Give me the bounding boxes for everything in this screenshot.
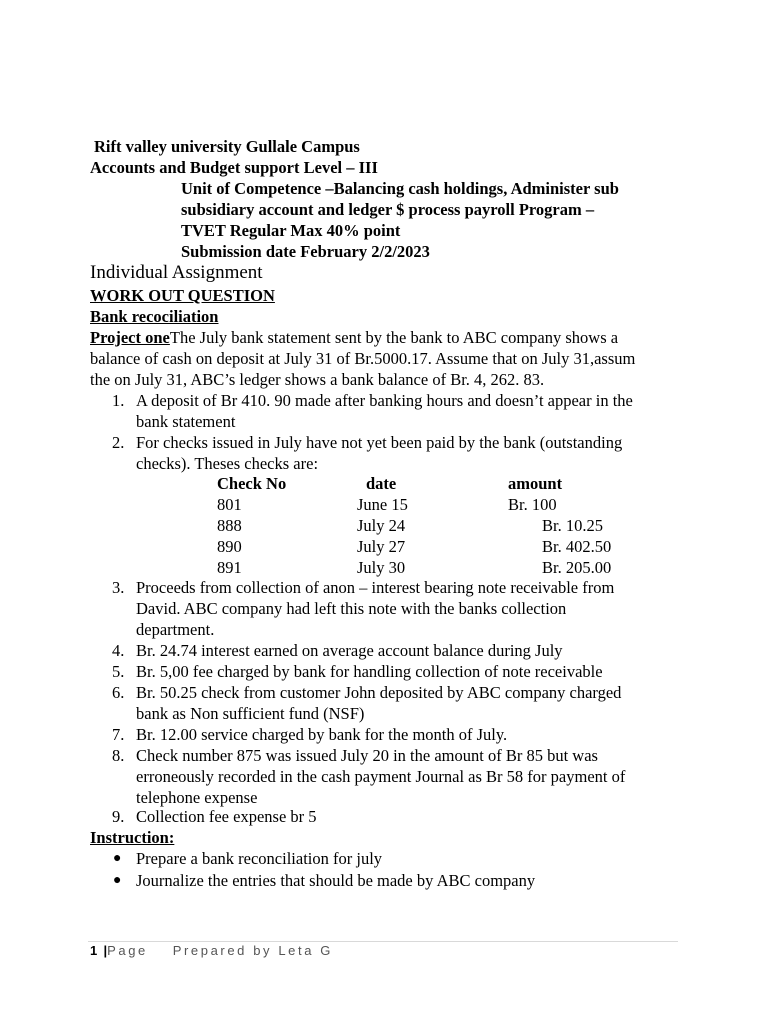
footer-rule xyxy=(88,941,678,942)
check-amount-cell: Br. 402.50 xyxy=(542,537,612,556)
project-line1 xyxy=(90,327,618,348)
instruction-item: Journalize the entries that should be made by ABC company xyxy=(136,871,536,890)
list-item-text: Proceeds from collection of anon – interest bearing note receivable from xyxy=(136,578,615,597)
project-label: Project one xyxy=(90,328,170,347)
unit-of-competence-line2: subsidiary account and ledger $ process payroll Program – xyxy=(181,200,595,219)
check-no-cell: 891 xyxy=(217,558,242,577)
list-number: 7. xyxy=(112,725,125,744)
check-amount-cell: Br. 205.00 xyxy=(542,558,612,577)
list-number: 8. xyxy=(112,746,125,765)
submission-date: Submission date February 2/2/2023 xyxy=(181,242,430,261)
checks-header-date: date xyxy=(366,474,397,493)
list-number: 9. xyxy=(112,807,125,826)
unit-of-competence-line1: Unit of Competence –Balancing cash holdings, Administer sub xyxy=(181,179,619,198)
project-text-line1: The July bank statement sent by the bank to ABC company shows a xyxy=(169,328,619,347)
page-word: Page xyxy=(107,943,148,958)
check-no-cell: 890 xyxy=(217,537,242,556)
checks-header-amount: amount xyxy=(508,474,563,493)
list-item-text: Br. 12.00 service charged by bank for the month of July. xyxy=(136,725,508,744)
list-number: 2. xyxy=(112,433,125,452)
instruction-heading: Instruction: xyxy=(90,828,175,847)
list-item-text: A deposit of Br 410. 90 made after banking hours and doesn’t appear in the xyxy=(136,391,633,410)
course-title: Accounts and Budget support Level – III xyxy=(90,158,378,177)
list-item-text: Check number 875 was issued July 20 in the amount of Br 85 but was xyxy=(136,746,598,765)
list-item-text: Br. 5,00 fee charged by bank for handling collection of note receivable xyxy=(136,662,603,681)
check-date-cell: June 15 xyxy=(357,495,408,514)
list-item-text: Br. 50.25 check from customer John deposited by ABC company charged xyxy=(136,683,622,702)
checks-header-check-no: Check No xyxy=(217,474,287,493)
instruction-item: Prepare a bank reconciliation for july xyxy=(136,849,383,868)
list-number: 3. xyxy=(112,578,125,597)
bank-rec-heading: Bank recociliation xyxy=(90,307,219,326)
check-no-cell: 888 xyxy=(217,516,242,535)
list-item-text: bank statement xyxy=(136,412,236,431)
check-amount-cell: Br. 10.25 xyxy=(542,516,603,535)
bullet-icon: ● xyxy=(113,851,122,866)
list-number: 1. xyxy=(112,391,125,410)
list-item-text: Collection fee expense br 5 xyxy=(136,807,317,826)
prepared-by: Prepared by Leta G xyxy=(172,943,333,958)
assignment-title: Individual Assignment xyxy=(90,262,263,283)
check-date-cell: July 24 xyxy=(357,516,406,535)
check-no-cell: 801 xyxy=(217,495,242,514)
university-name: Rift valley university Gullale Campus xyxy=(94,137,360,156)
page-number: 1 xyxy=(90,943,98,958)
program-points: TVET Regular Max 40% point xyxy=(181,221,401,240)
bullet-icon: ● xyxy=(113,873,122,888)
list-item-text: department. xyxy=(136,620,215,639)
list-number: 4. xyxy=(112,641,125,660)
work-out-heading: WORK OUT QUESTION xyxy=(90,286,275,305)
list-item-text: For checks issued in July have not yet been paid by the bank (outstanding xyxy=(136,433,623,452)
check-date-cell: July 27 xyxy=(357,537,406,556)
list-item-text: erroneously recorded in the cash payment Journal as Br 58 for payment of xyxy=(136,767,626,786)
list-item-text: Br. 24.74 interest earned on average account balance during July xyxy=(136,641,563,660)
list-number: 6. xyxy=(112,683,125,702)
check-amount-cell: Br. 100 xyxy=(508,495,557,514)
footer-separator: | xyxy=(103,943,108,958)
list-item-text: bank as Non sufficient fund (NSF) xyxy=(136,704,365,723)
list-number: 5. xyxy=(112,662,125,681)
page-footer xyxy=(90,943,333,958)
list-item-text: checks). Theses checks are: xyxy=(136,454,319,473)
check-date-cell: July 30 xyxy=(357,558,406,577)
project-line2: balance of cash on deposit at July 31 of Br.5000.17. Assume that on July 31,assum xyxy=(90,349,636,368)
list-item-text: telephone expense xyxy=(136,788,258,807)
project-line3: the on July 31, ABC’s ledger shows a bank balance of Br. 4, 262. 83. xyxy=(90,370,545,389)
list-item-text: David. ABC company had left this note with the banks collection xyxy=(136,599,567,618)
